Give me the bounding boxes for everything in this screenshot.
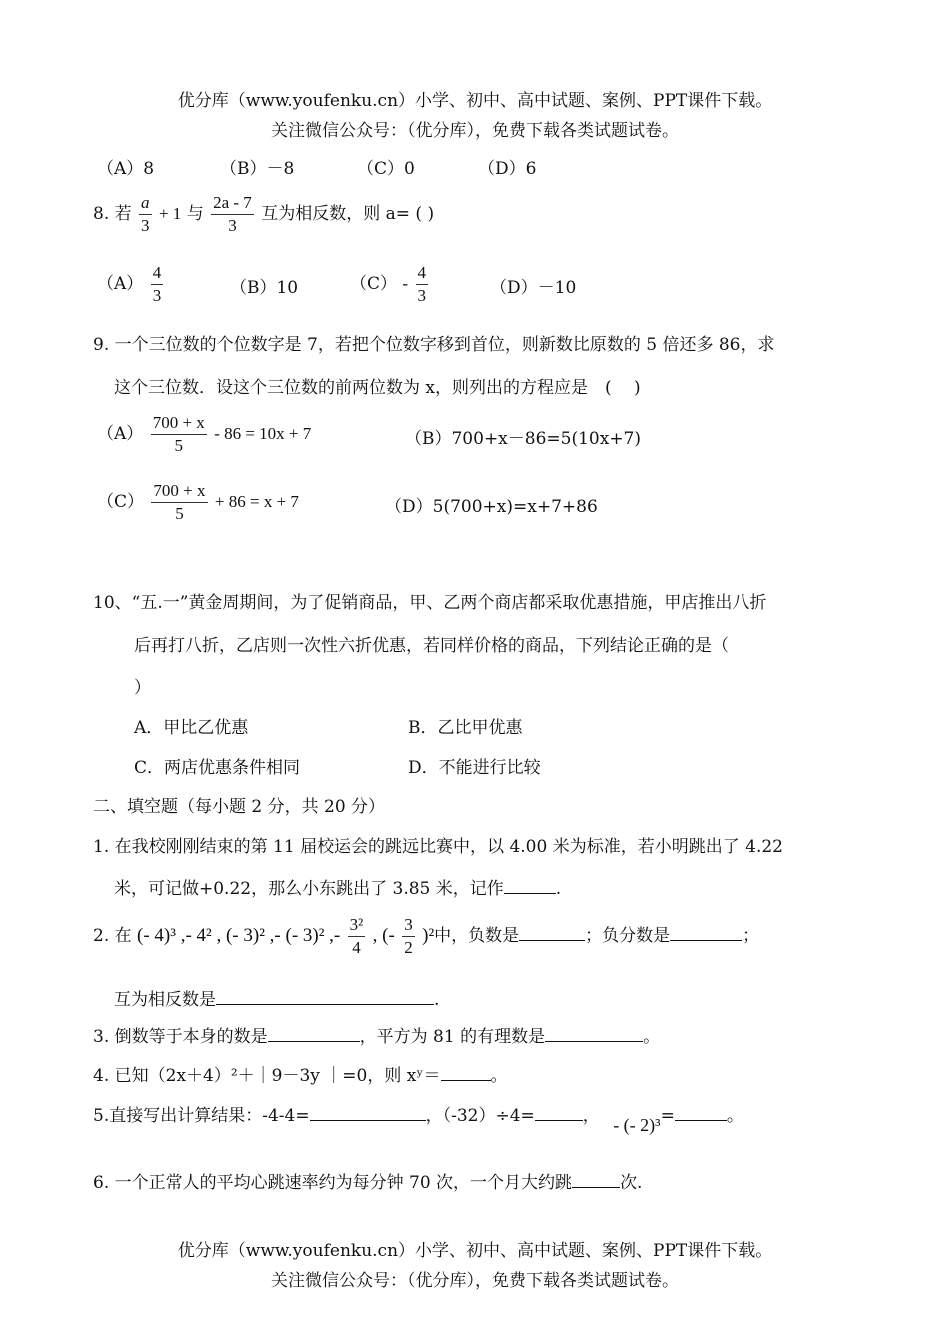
q7-option-b: （B）－8 xyxy=(220,159,295,179)
q8-f2-num: 2a - 7 xyxy=(211,192,254,215)
q9-c-rest: + 86 = x + 7 xyxy=(214,492,299,511)
fill-2-opposite-label: 互为相反数是 xyxy=(114,990,216,1010)
q9-option-d: （D）5(700+x)=x+7+86 xyxy=(385,497,598,517)
fill-2-negative-fraction-blank[interactable] xyxy=(670,924,742,941)
fill-5 xyxy=(93,1101,744,1135)
q10-option-d: D．不能进行比较 xyxy=(408,758,541,778)
fill-2-line-2 xyxy=(114,985,439,1010)
q8-mid: 与 xyxy=(186,204,204,224)
q8-option-a-fraction xyxy=(151,262,164,307)
fill-2-negative-blank[interactable] xyxy=(519,924,585,941)
fill-2-fa-num: 3² xyxy=(348,914,366,937)
q8-option-c-sign: - xyxy=(402,274,409,293)
q8-c-den: 3 xyxy=(417,286,426,305)
q9-a-rest: - 86 = 10x + 7 xyxy=(214,424,312,443)
fill-1-tail: . xyxy=(555,879,562,899)
fill-5-equals: = xyxy=(660,1106,675,1126)
fill-2-fraction-a xyxy=(348,914,366,959)
fill-6 xyxy=(93,1168,642,1193)
fill-2-line-1 xyxy=(93,914,759,959)
q8-c-num: 4 xyxy=(416,262,429,285)
header-line-2: 关注微信公众号：（优分库），免费下载各类试题试卷。 xyxy=(271,121,679,141)
fill-2-negative-label: 中，负数是 xyxy=(434,926,520,946)
q8-a-num: 4 xyxy=(151,262,164,285)
fill-2-mid: , (- xyxy=(372,925,395,946)
header-line-1: 优分库（www.youfenku.cn）小学、初中、高中试题、案例、PPT课件下载。 xyxy=(177,91,773,111)
fill-6-end: 次. xyxy=(620,1173,643,1193)
fill-5-blank-1[interactable] xyxy=(310,1104,426,1121)
q7-option-d: （D）6 xyxy=(478,159,537,179)
fill-5-separator: ， xyxy=(582,1106,600,1126)
q9-option-c xyxy=(97,480,299,525)
fill-3-label-1: 3. 倒数等于本身的数是 xyxy=(93,1027,268,1047)
fill-2-line2-end: . xyxy=(434,990,440,1010)
fill-2-fb-num: 3 xyxy=(402,914,415,937)
fill-2-expression: (- 4)³ ,- 4² , (- 3)² ,- (- 3)² ,- xyxy=(137,925,341,946)
q8-option-c xyxy=(350,262,430,307)
fill-2-opposite-blank[interactable] xyxy=(216,988,434,1005)
q8-option-d: （D）－10 xyxy=(490,278,577,298)
q10-option-a: A．甲比乙优惠 xyxy=(134,718,249,738)
fill-2-prefix: 2. 在 xyxy=(93,926,132,946)
fill-2-close: )² xyxy=(422,925,435,946)
fill-2-fraction-b xyxy=(402,914,415,959)
q9-a-den: 5 xyxy=(174,436,183,455)
fill-2-negative-fraction-label: ；负分数是 xyxy=(585,926,671,946)
q10-line-1: 10、“五.一”黄金周期间，为了促销商品，甲、乙两个商店都采取优惠措施，甲店推出八折 xyxy=(93,593,767,613)
q8-fraction-2 xyxy=(211,192,254,237)
footer-line-2: 关注微信公众号：（优分库），免费下载各类试题试卷。 xyxy=(271,1271,679,1291)
q8-option-c-label: （C） xyxy=(350,274,398,294)
q9-option-a-fraction xyxy=(151,412,207,457)
fill-3-end: 。 xyxy=(643,1027,661,1047)
q9-option-c-label: （C） xyxy=(97,492,145,512)
footer-line-1: 优分库（www.youfenku.cn）小学、初中、高中试题、案例、PPT课件下载。 xyxy=(177,1241,773,1261)
fill-3-blank-2[interactable] xyxy=(545,1025,643,1042)
q8-option-a-label: （A） xyxy=(97,274,144,294)
section-2-title: 二、填空题（每小题 2 分，共 20 分） xyxy=(93,797,386,817)
fill-6-blank[interactable] xyxy=(572,1171,620,1188)
fill-5-expression: - (- 2)³ xyxy=(613,1115,661,1135)
q8-option-b: （B）10 xyxy=(230,278,299,298)
q9-a-num: 700 + x xyxy=(151,412,207,435)
q8-f1-num: a xyxy=(139,192,152,215)
fill-4 xyxy=(93,1061,508,1086)
q9-option-b: （B）700+x－86=5(10x+7) xyxy=(405,429,642,449)
q8-option-a xyxy=(97,262,165,307)
fill-6-text: 6. 一个正常人的平均心跳速率约为每分钟 70 次，一个月大约跳 xyxy=(93,1173,573,1193)
fill-2-fa-den: 4 xyxy=(352,938,361,957)
fill-4-blank[interactable] xyxy=(441,1064,491,1081)
q9-line-2: 这个三位数．设这个三位数的前两位数为 x，则列出的方程应是 ( ) xyxy=(114,378,641,398)
q8-f2-den: 3 xyxy=(228,216,237,235)
q10-line-3: ） xyxy=(134,678,151,698)
q7-option-c: （C）0 xyxy=(357,159,415,179)
fill-5-blank-2[interactable] xyxy=(535,1104,583,1121)
q8-a-den: 3 xyxy=(152,286,162,305)
fill-4-text: 4. 已知（2x＋4）²＋｜9－3y ｜=0，则 xʸ＝ xyxy=(93,1066,441,1086)
fill-2-end: ； xyxy=(742,926,760,946)
fill-1-line-2 xyxy=(114,874,561,899)
fill-1-line-1: 1. 在我校刚刚结束的第 11 届校运会的跳远比赛中，以 4.00 米为标准，若小明跳出了 4.22 xyxy=(93,837,783,857)
q9-option-c-fraction xyxy=(151,480,207,525)
q10-option-b: B．乙比甲优惠 xyxy=(408,718,523,738)
q8-f1-den: 3 xyxy=(141,216,150,235)
q9-option-a xyxy=(97,412,311,457)
q9-c-num: 700 + x xyxy=(151,480,207,503)
fill-5-end: 。 xyxy=(726,1106,744,1126)
q8-suffix: 互为相反数，则 a= ( ) xyxy=(261,204,435,224)
q9-option-a-label: （A） xyxy=(97,424,144,444)
fill-1-blank[interactable] xyxy=(504,877,556,894)
fill-3 xyxy=(93,1022,660,1047)
fill-3-label-2: ，平方为 81 的有理数是 xyxy=(359,1027,546,1047)
q9-c-den: 5 xyxy=(175,504,184,523)
q8-option-c-fraction xyxy=(416,262,429,307)
fill-5-blank-3[interactable] xyxy=(675,1104,727,1121)
fill-1-text: 米，可记做+0.22，那么小东跳出了 3.85 米，记作 xyxy=(114,879,504,899)
q7-option-a: （A）8 xyxy=(97,159,155,179)
q8-prefix: 8. 若 xyxy=(93,204,132,224)
question-8 xyxy=(93,192,434,237)
q9-line-1: 9. 一个三位数的个位数字是 7，若把个位数字移到首位，则新数比原数的 5 倍还多 86，求 xyxy=(93,335,775,355)
fill-5-label-1: 5.直接写出计算结果：-4-4= xyxy=(93,1106,310,1126)
fill-3-blank-1[interactable] xyxy=(268,1025,360,1042)
q8-plus-one: + 1 xyxy=(158,204,182,223)
fill-5-label-2: ，（-32）÷4= xyxy=(425,1106,535,1126)
fill-4-end: 。 xyxy=(490,1066,508,1086)
q8-fraction-1 xyxy=(139,192,152,237)
fill-2-fb-den: 2 xyxy=(404,938,413,957)
q10-line-2: 后再打八折，乙店则一次性六折优惠，若同样价格的商品，下列结论正确的是（ xyxy=(134,636,729,656)
q10-option-c: C．两店优惠条件相同 xyxy=(134,758,301,778)
